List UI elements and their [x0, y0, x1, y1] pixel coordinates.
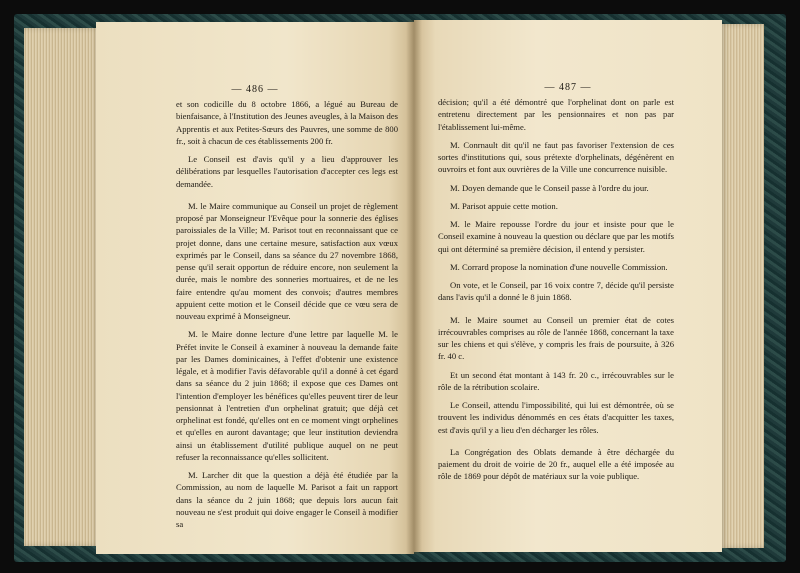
paragraph: M. Doyen demande que le Conseil passe à l'ordre du jour. [450, 182, 649, 193]
paragraph: Et un second état montant à 143 fr. 20 c., irrécouvrables sur le rôle de la rétribution scolaire. [438, 369, 674, 392]
right-page-text [438, 96, 674, 489]
book-gutter [406, 20, 422, 554]
paragraph: M. Corrard propose la nomination d'une nouvelle Commission. [450, 261, 668, 272]
paragraph: M. Parisot appuie cette motion. [450, 200, 558, 211]
right-page [414, 20, 722, 552]
paragraph: M. Conrnault dit qu'il ne faut pas favoriser l'extension de ces sortes d'institutions qui, sous prétexte d'orphelinats, dégénèrent en ouvroirs et font aux ouvrières de la Ville une concurrence nuisible. [438, 139, 674, 175]
paragraph: décision; qu'il a été démontré que l'orphelinat dont on parle est entretenu directement par les pensionnaires et non pas par l'établissement lui-même. [438, 97, 674, 132]
page-number-left: — 486 — [231, 84, 279, 95]
left-page-text [176, 98, 398, 536]
right-page-edges [720, 24, 764, 548]
paragraph: M. le Maire communique au Conseil un projet de règlement proposé par Monseigneur l'Evêque pour la sonnerie des églises paroissiales de la Ville; M. Parisot tout en reconnaissant que ce projet donne, dans une certaine mesure, satisfaction aux vœux exprimés par le Conseil, dans sa séance du 27 novembre 1868, pense qu'il serait opportun de réduire encore, non seulement la durée, mais le nombre des sonneries mortuaires, et de ne les faire entendre qu'au moment des convois; d'autres membres appuient cette motion et le Conseil décide que ce vœu sera de nouveau exprimé à Monseigneur. [176, 200, 398, 321]
paragraph: et son codicille du 8 octobre 1866, a légué au Bureau de bienfaisance, à l'Institution des Jeunes aveugles, à la Maison des Apprentis et aux Petites-Sœurs des Pauvres, une somme de 800 fr., soit à chacun de ces établissements 200 fr. [176, 99, 398, 146]
paragraph: Le Conseil, attendu l'impossibilité, qui lui est démontrée, où se trouvent les individus dénommés en ces états d'acquitter les taxes, est d'avis qu'il y a lieu d'en décharger les rôles. [438, 400, 674, 435]
paragraph: M. Larcher dit que la question a déjà été étudiée par la Commission, au nom de laquelle M. Parisot a fait un rapport dans la séance du 2 juin 1868; que depuis lors aucun fait nouveau ne s'est produit qui doive engager le Conseil à modifier sa [176, 470, 398, 529]
left-page [96, 22, 414, 554]
page-number-right: — 487 — [544, 82, 592, 93]
paragraph: On vote, et le Conseil, par 16 voix contre 7, décide qu'il persiste dans l'avis qu'il a donné le 8 juin 1868. [438, 280, 674, 303]
paragraph: Le Conseil est d'avis qu'il y a lieu d'approuver les délibérations par lesquelles l'autorisation d'accepter ces legs est demandée. [176, 154, 398, 189]
left-page-edges [24, 28, 100, 546]
paragraph: M. le Maire donne lecture d'une lettre par laquelle M. le Préfet invite le Conseil à examiner à nouveau la demande faite par les Dames dominicaines, à l'effet d'obtenir une existence légale, et à modifier l'avis défavorable qu'il a donné à cet égard dans sa séance du 2 juin 1868; il expose que ces Dames ont l'intention d'employer les bénéfices qu'elles peuvent tirer de leur pensionnat à l'entretien d'un orphelinat gratuit; que déjà cet orphelinat est fondé, qu'elles ont en ce moment vingt orphelines et qu'elles en auront davantage; que leur institution deviendra ainsi un établissement d'utilité publique auquel on ne peut refuser la reconnaissance qu'elles sollicitent. [176, 329, 398, 462]
paragraph: M. le Maire repousse l'ordre du jour et insiste pour que le Conseil examine à nouveau la question ou déclare que par les motifs qui ont déterminé sa première décision, il entend y persister. [438, 219, 674, 254]
paragraph: M. le Maire soumet au Conseil un premier état de cotes irrécouvrables comprises au rôle de l'année 1868, concernant la taxe sur les chiens et qui s'élève, y compris les frais de poursuite, à 326 fr. 40 c. [438, 314, 674, 362]
paragraph: La Congrégation des Oblats demande à être déchargée du paiement du droit de voirie de 20 fr., auquel elle a été imposée au rôle de 1869 pour dépôt de matériaux sur la voie publique. [438, 446, 674, 482]
